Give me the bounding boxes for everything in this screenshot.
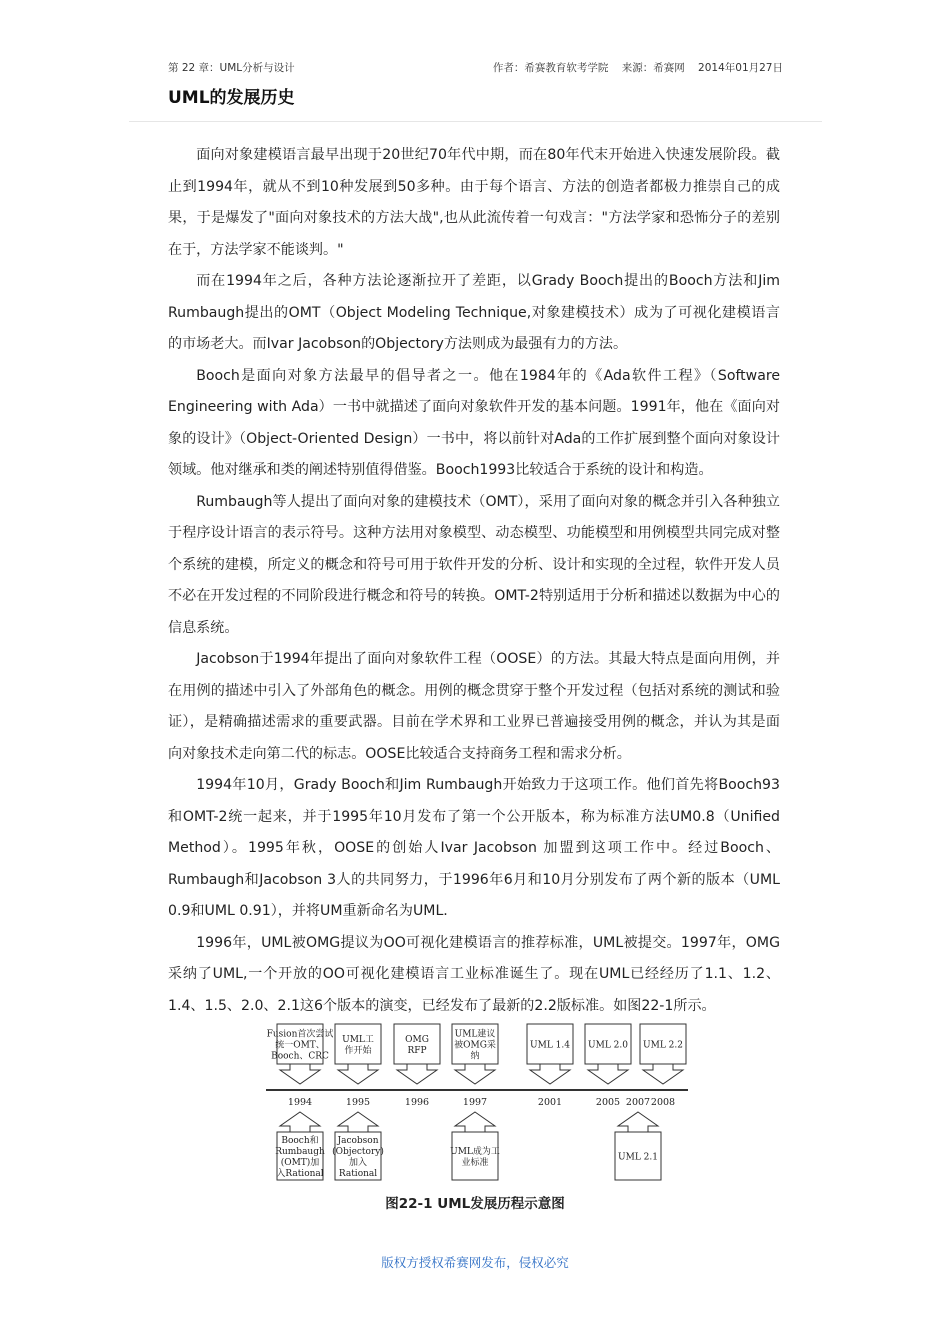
bottom-event-box-text: Booch和 — [281, 1136, 319, 1146]
up-arrow-icon — [455, 1112, 495, 1132]
up-arrow-icon — [618, 1112, 658, 1132]
top-event-box-text: 被OMG采 — [454, 1040, 496, 1051]
paragraph: 1994年10月，Grady Booch和Jim Rumbaugh开始致力于这项工作。他们首先将Booch93和OMT-2统一起来，并于1995年10月发布了第一个公开版本，称为标准方法UM0.8（Unified Method）。1995年秋，OOSE的创始人Ivar Jacobson 加盟到这项工作中。经过Booch、Rumbaugh和Jacobson 3人的共同努力，于1996年6月和10月分别发布了两个新的版本（UML 0.9和UML 0.91），并将UM重新命名为UML. — [168, 777, 780, 919]
page-title: UML的发展历史 — [168, 88, 295, 108]
copyright-footer: 版权方授权希赛网发布，侵权必究 — [381, 1255, 569, 1270]
paragraph: 面向对象建模语言最早出现于20世纪70年代中期，而在80年代末开始进入快速发展阶段。截止到1994年，就从不到10种发展到50多种。由于每个语言、方法的创造者都极力推崇自己的成果，于是爆发了"面向对象技术的方法大战",也从此流传着一句戏言："方法学家和恐怖分子的差别在于，方法学家不能谈判。" — [168, 147, 780, 258]
paragraph: Jacobson于1994年提出了面向对象软件工程（OOSE）的方法。其最大特点是面向用例，并在用例的描述中引入了外部角色的概念。用例的概念贯穿于整个开发过程（包括对系统的测试和验证），是精确描述需求的重要武器。目前在学术界和工业界已普遍接受用例的概念，并认为其是面向对象技术走向第二代的标志。OOSE比较适合支持商务工程和需求分析。 — [168, 651, 780, 762]
up-arrow-icon — [338, 1112, 378, 1132]
top-event-box-text: Booch、CRC — [271, 1051, 329, 1062]
year-label: 2005 — [595, 1097, 621, 1108]
bottom-event-box-text: Rational — [338, 1169, 378, 1179]
paragraph: Booch是面向对象方法最早的倡导者之一。他在1984年的《Ada软件工程》（Software Engineering with Ada）一书中就描述了面向对象软件开发的基本问题。1991年，他在《面向对象的设计》（Object-Oriented Design）一书中，将以前针对Ada的工作扩展到整个面向对象设计领域。他对继承和类的阐述特别值得借鉴。Booch1993比较适合于系统的设计和构造。 — [168, 367, 780, 478]
year-label: 1996 — [404, 1097, 430, 1108]
paragraph: Rumbaugh等人提出了面向对象的建模技术（OMT），采用了面向对象的概念并引入各种独立于程序设计语言的表示符号。这种方法用对象模型、动态模型、功能模型和用例模型共同完成对整个系统的建模，所定义的概念和符号可用于软件开发的分析、设计和实现的全过程，软件开发人员不必在开发过程的不同阶段进行概念和符号的转换。OMT-2特别适用于分析和描述以数据为中心的信息系统。 — [168, 493, 780, 636]
down-arrow-icon — [338, 1064, 378, 1084]
top-event-box-text: UML 2.2 — [643, 1040, 683, 1051]
bottom-event-box-text: Jacobson — [337, 1136, 379, 1146]
bottom-event-box-text: UML成为工 — [450, 1147, 500, 1157]
year-label: 1995 — [345, 1097, 371, 1108]
chapter-label: 第 22 章：UML分析与设计 — [168, 62, 295, 74]
year-label: 1994 — [287, 1097, 313, 1108]
bottom-event-box-text: (OMT)加 — [280, 1158, 320, 1168]
top-event-box-text: UML 1.4 — [530, 1040, 570, 1051]
top-event-box-text: 作开始 — [344, 1046, 372, 1056]
top-event-box-text: UML 2.0 — [588, 1040, 628, 1051]
year-label: 1997 — [462, 1097, 488, 1108]
top-event-box-text: RFP — [407, 1046, 427, 1056]
paragraph: 1996年，UML被OMG提议为OO可视化建模语言的推荐标准，UML被提交。1997年，OMG采纳了UML,一个开放的OO可视化建模语言工业标准诞生了。现在UML已经经历了1.1、1.2、1.4、1.5、2.0、2.1这6个版本的演变，已经发布了最新的2.2版标准。如图22-1所示。 — [168, 934, 780, 1014]
top-event-box-text: 统一OMT、 — [275, 1040, 325, 1051]
bottom-event-box-text: 加入 — [348, 1158, 368, 1168]
down-arrow-icon — [397, 1064, 437, 1084]
bottom-event-box-text: Rumbaugh — [275, 1147, 325, 1157]
bottom-event-box-text: (Objectory) — [332, 1147, 384, 1157]
article-meta: 作者：希赛教育软考学院 来源：希赛网 2014年01月27日 — [492, 62, 783, 74]
up-arrow-icon — [280, 1112, 320, 1132]
top-event-box-text: 纳 — [470, 1051, 480, 1062]
year-label: 2007 — [625, 1097, 651, 1108]
down-arrow-icon — [530, 1064, 570, 1084]
top-event-box-text: UML工 — [342, 1035, 374, 1045]
down-arrow-icon — [280, 1064, 320, 1084]
down-arrow-icon — [588, 1064, 628, 1084]
down-arrow-icon — [643, 1064, 683, 1084]
year-label: 2008 — [650, 1097, 676, 1108]
uml-timeline-diagram — [250, 1018, 700, 1188]
figure-caption: 图22-1 UML发展历程示意图 — [385, 1196, 565, 1212]
header-divider — [129, 121, 822, 122]
bottom-event-box-text: 业标准 — [461, 1158, 489, 1168]
bottom-event-box-text: UML 2.1 — [618, 1152, 658, 1163]
top-event-box-text: Fusion首次尝试 — [266, 1029, 334, 1040]
paragraph: 而在1994年之后，各种方法论逐渐拉开了差距，以Grady Booch提出的Booch方法和Jim Rumbaugh提出的OMT（Object Modeling Technique,对象建模技术）成为了可视化建模语言的市场老大。而Ivar Jacobson的Objectory方法则成为最强有力的方法。 — [168, 273, 780, 352]
bottom-event-box-text: 入Rational — [276, 1169, 324, 1179]
top-event-box-text: UML建议 — [454, 1029, 496, 1040]
top-event-box-text: OMG — [405, 1035, 429, 1045]
article-body — [168, 140, 780, 1022]
year-label: 2001 — [537, 1097, 563, 1108]
down-arrow-icon — [455, 1064, 495, 1084]
